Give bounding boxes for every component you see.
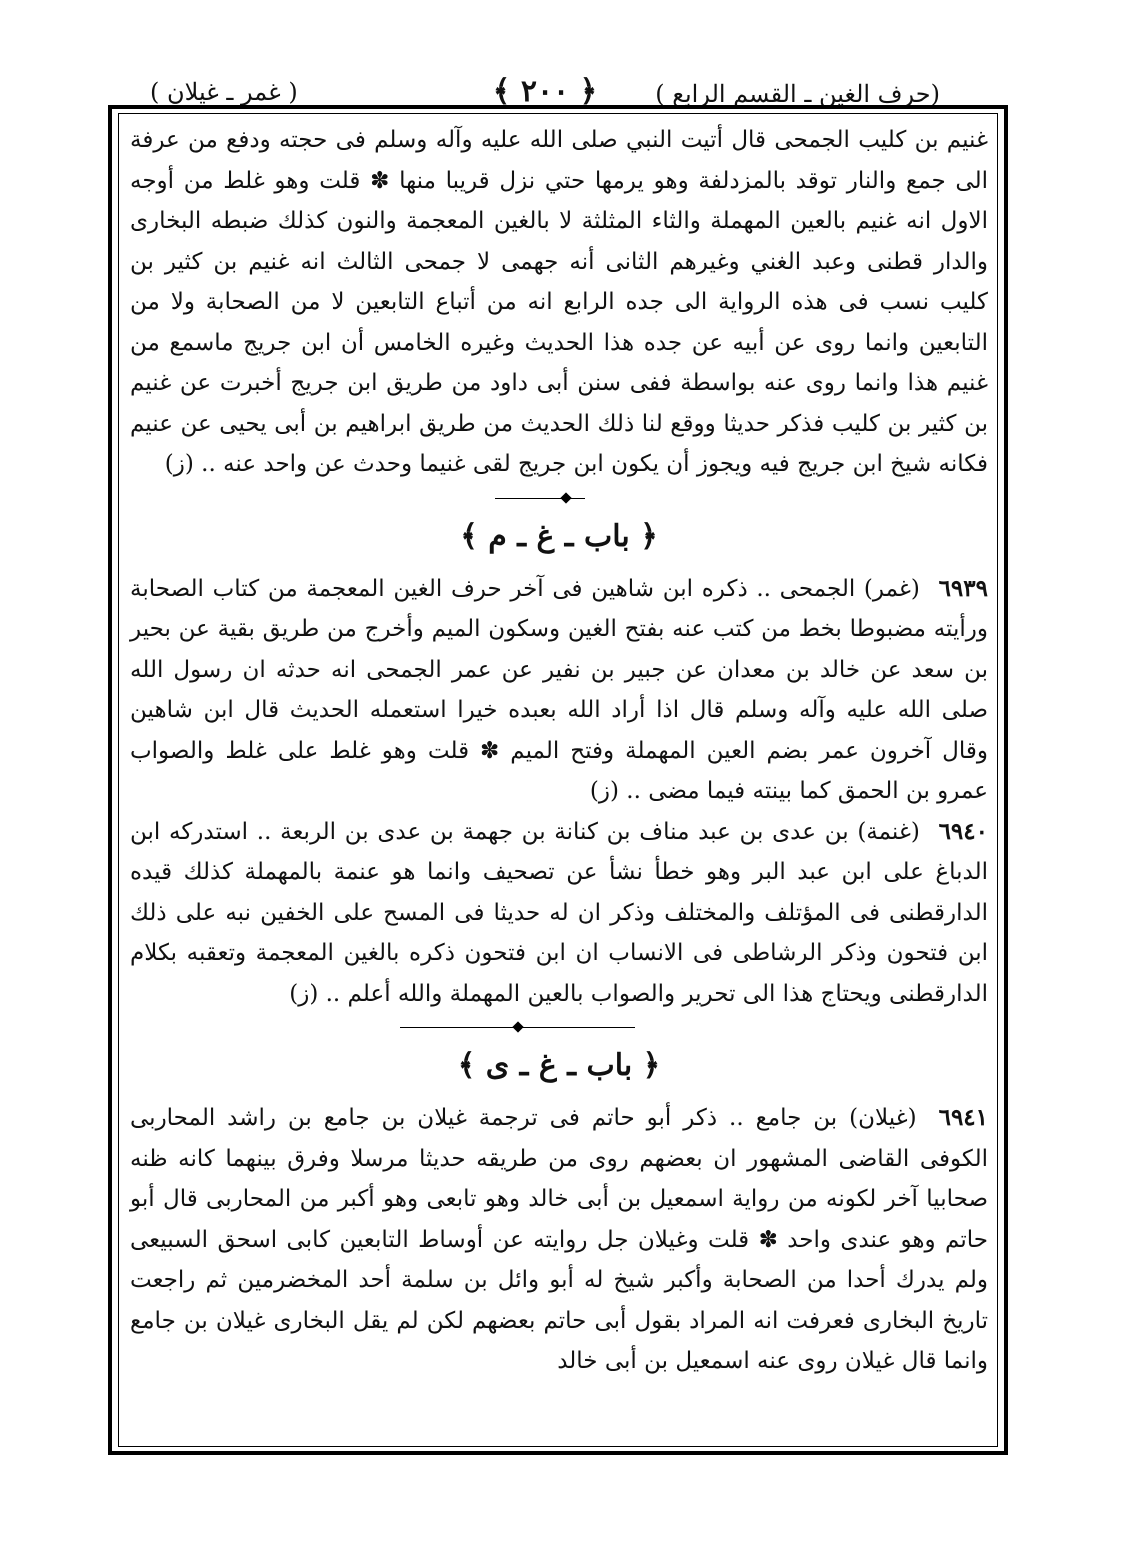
biographical-entry xyxy=(130,812,988,1015)
entry-text: (غيلان) بن جامع .. ذكر أبو حاتم فى ترجمة غيلان بن جامع بن راشد المحاربى الكوفى القاضى المشهور ان بعضهم روى من طريقه حديثا مرسلا وفرق بينهما كانه ظنه صحابيا آخر لكونه من رواية اسمعيل بن أبى خالد وهو تابعى وهو أكبر من المحاربى قال أبو حاتم وهو عندى واحد ✽ قلت وغيلان جل روايته عن أوساط التابعين كابى اسحق السبيعى ولم يدرك أحدا من الصحابة وأكبر شيخ له أبو وائل بن سلمة أحد المخضرمين ثم راجعت تاريخ البخارى فعرفت انه المراد بقول أبى حاتم بعضهم لكن لم يقل البخارى غيلان بن جامع وانما قال غيلان روى عنه اسمعيل بن أبى خالد xyxy=(130,1105,988,1374)
biographical-entry xyxy=(130,569,988,812)
divider-ornament-icon xyxy=(560,492,571,503)
continued-entry-text: غنيم بن كليب الجمحى قال أتيت النبي صلى الله عليه وآله وسلم فى حجته ودفع من عرفة الى جمع والنار توقد بالمزدلفة وهو يرمها حتي نزل قريبا منها ✽ قلت وهو غلط من أوجه الاول انه غنيم بالعين المهملة والثاء المثلثة لا بالغين المعجمة والنون كذلك ضبطه البخارى والدار قطنى وعبد الغني وغيرهم الثانى أنه جهمى لا جمحى الثالث انه غنيم بن كثير بن كليب نسب فى هذه الرواية الى جده الرابع انه من أتباع التابعين لا من الصحابة ولا من التابعين وانما روى عن أبيه عن جده هذا الحديث وغيره الخامس أن ابن جريج ماسمع من غنيم هذا وانما روى عنه بواسطة ففى سنن أبى داود من طريق ابن جريج أخبرت عن غنيم بن كثير بن كليب فذكر حديثا ووقع لنا ذلك الحديث من طريق ابراهيم بن أبى يحيى عن عنيم فكانه شيخ ابن جريج فيه ويجوز أن يكون ابن جريج لقى غنيما وحدث عن واحد عنه .. (ز) xyxy=(130,127,988,477)
section-divider xyxy=(130,1014,988,1042)
entry-text: (غنمة) بن عدى بن عبد مناف بن كنانة بن جهمة بن عدى بن الربعة .. استدركه ابن الدباغ على ابن عبد البر وهو خطأ نشأ عن تصحيف وانما هو عنمة بالمهملة كذلك قيده الدارقطنى فى المؤتلف والمختلف وذكر ان له حديثا فى المسح على الخفين نبه على ذلك ابن فتحون وذكر الرشاطى فى الانساب ان ابن فتحون ذكره بالغين المعجمة وتعقبه بكلام الدارقطنى ويحتاج هذا الى تحرير والصواب بالعين المهملة والله أعلم .. (ز) xyxy=(130,818,988,1007)
page-number: ﴿ ٢٠٠ ﴾ xyxy=(492,74,598,109)
section-divider xyxy=(130,485,988,513)
divider-ornament-icon xyxy=(512,1021,523,1032)
biographical-entry xyxy=(130,1098,988,1382)
page-body xyxy=(130,120,988,1382)
header-entry-range: ( غمر ـ غيلان ) xyxy=(150,78,298,106)
entry-number: ٦٩٤١ xyxy=(938,1104,989,1131)
entry-text: (غمر) الجمحى .. ذكره ابن شاهين فى آخر حرف الغين المعجمة من كتاب الصحابة ورأيته مضبوطا بخط من كتب عنه بفتح الغين وسكون الميم وأخرج من طريق بقية عن بحير بن سعد عن خالد بن معدان عن جبير بن نفير عن عمر الجمحى انه حدثه ان رسول الله صلى الله عليه وآله وسلم قال اذا أراد الله بعبده خيرا استعمله الحديث قال ابن شاهين وقال آخرون عمر بضم العين المهملة وفتح الميم ✽ قلت وهو غلط على غلط والصواب عمرو بن الحمق كما بينته فيما مضى .. (ز) xyxy=(130,575,988,804)
entry-number: ٦٩٤٠ xyxy=(938,817,988,845)
section-heading-gh-m: ﴿ باب ـ غ ـ م ﴾ xyxy=(460,518,658,554)
section-heading-gh-y: ﴿ باب ـ غ ـ ى ﴾ xyxy=(457,1048,661,1083)
entry-number: ٦٩٣٩ xyxy=(938,574,988,602)
header-section-title: (حرف الغين ـ القسم الرابع ) xyxy=(655,80,940,108)
